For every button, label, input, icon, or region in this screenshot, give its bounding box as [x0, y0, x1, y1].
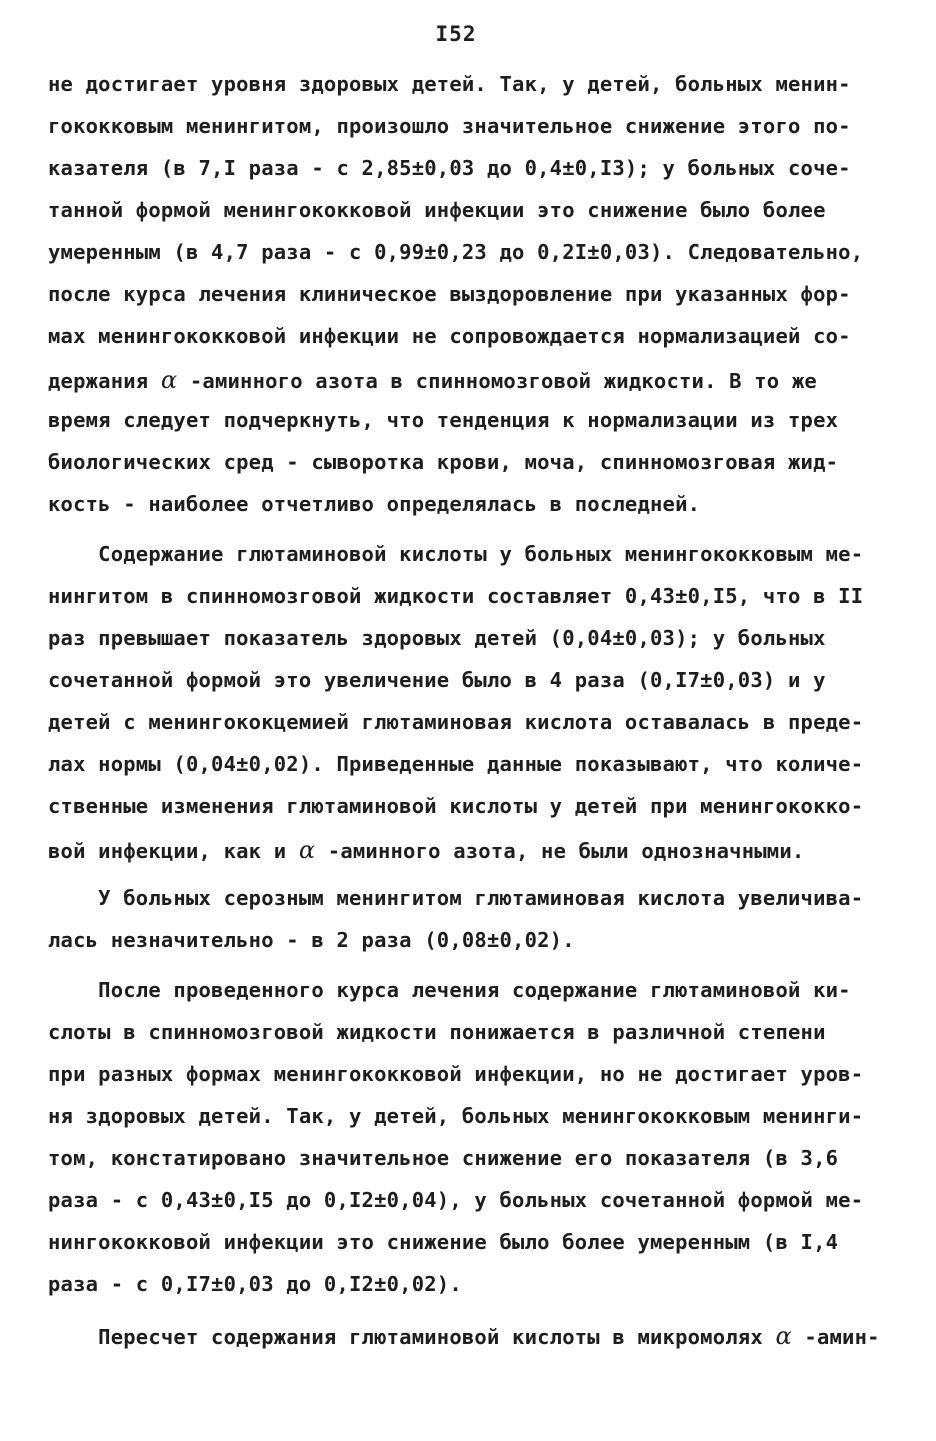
text-line: при разных формах менингококковой инфекции, но не достигает уров- — [48, 1062, 864, 1086]
text-line: том, констатировано значительное снижение его показателя (в 3,6 — [48, 1146, 839, 1170]
alpha-symbol: α — [160, 366, 178, 394]
page-number: I52 — [435, 22, 477, 46]
text-line: сочетанной формой это увеличение было в 4 раза (0,I7±0,03) и у — [48, 668, 826, 692]
text-line: вой инфекции, как и α -аминного азота, не были однозначными. — [48, 836, 805, 864]
text-line: после курса лечения клиническое выздоровление при указанных фор- — [48, 282, 851, 306]
text-line: держания α -аминного азота в спинномозговой жидкости. В то же — [48, 366, 817, 394]
text-line: ственные изменения глютаминовой кислоты у детей при менингококко- — [48, 794, 864, 818]
text-line: У больных серозным менингитом глютаминовая кислота увеличива- — [48, 886, 864, 910]
text-line: время следует подчеркнуть, что тенденция к нормализации из трех — [48, 408, 839, 432]
text-line: раза - с 0,43±0,I5 до 0,I2±0,04), у больных сочетанной формой ме- — [48, 1188, 864, 1212]
text-line: Пересчет содержания глютаминовой кислоты в микромолях α -амин- — [48, 1322, 880, 1350]
text-line: раза - с 0,I7±0,03 до 0,I2±0,02). — [48, 1272, 462, 1296]
text-line: биологических сред - сыворотка крови, моча, спинномозговая жид- — [48, 450, 839, 474]
text-line: танной формой менингококковой инфекции это снижение было более — [48, 198, 826, 222]
text-line: мах менингококковой инфекции не сопровождается нормализацией со- — [48, 324, 851, 348]
text-line: лась незначительно - в 2 раза (0,08±0,02). — [48, 928, 575, 952]
text-line: детей с менингококцемией глютаминовая кислота оставалась в преде- — [48, 710, 864, 734]
text-line: казателя (в 7,I раза - с 2,85±0,03 до 0,4±0,I3); у больных соче- — [48, 156, 851, 180]
text-line: нингитом в спинномозговой жидкости составляет 0,43±0,I5, что в II — [48, 584, 864, 608]
text-line: гококковым менингитом, произошло значительное снижение этого по- — [48, 114, 851, 138]
text-line: кость - наиболее отчетливо определялась в последней. — [48, 492, 701, 516]
alpha-symbol: α — [775, 1322, 792, 1350]
text-line: умеренным (в 4,7 раза - с 0,99±0,23 до 0,2I±0,03). Следовательно, — [48, 240, 864, 264]
text-line: лах нормы (0,04±0,02). Приведенные данные показывают, что количе- — [48, 752, 864, 776]
alpha-symbol: α — [298, 836, 316, 864]
text-line: раз превышает показатель здоровых детей (0,04±0,03); у больных — [48, 626, 826, 650]
text-line: нингококковой инфекции это снижение было более умеренным (в I,4 — [48, 1230, 839, 1254]
text-line: слоты в спинномозговой жидкости понижается в различной степени — [48, 1020, 826, 1044]
text-line: ня здоровых детей. Так, у детей, больных менингококковым менинги- — [48, 1104, 864, 1128]
text-line: Содержание глютаминовой кислоты у больных менингококковым ме- — [48, 542, 864, 566]
text-line: После проведенного курса лечения содержание глютаминовой ки- — [48, 978, 851, 1002]
text-line: не достигает уровня здоровых детей. Так, у детей, больных менин- — [48, 72, 851, 96]
